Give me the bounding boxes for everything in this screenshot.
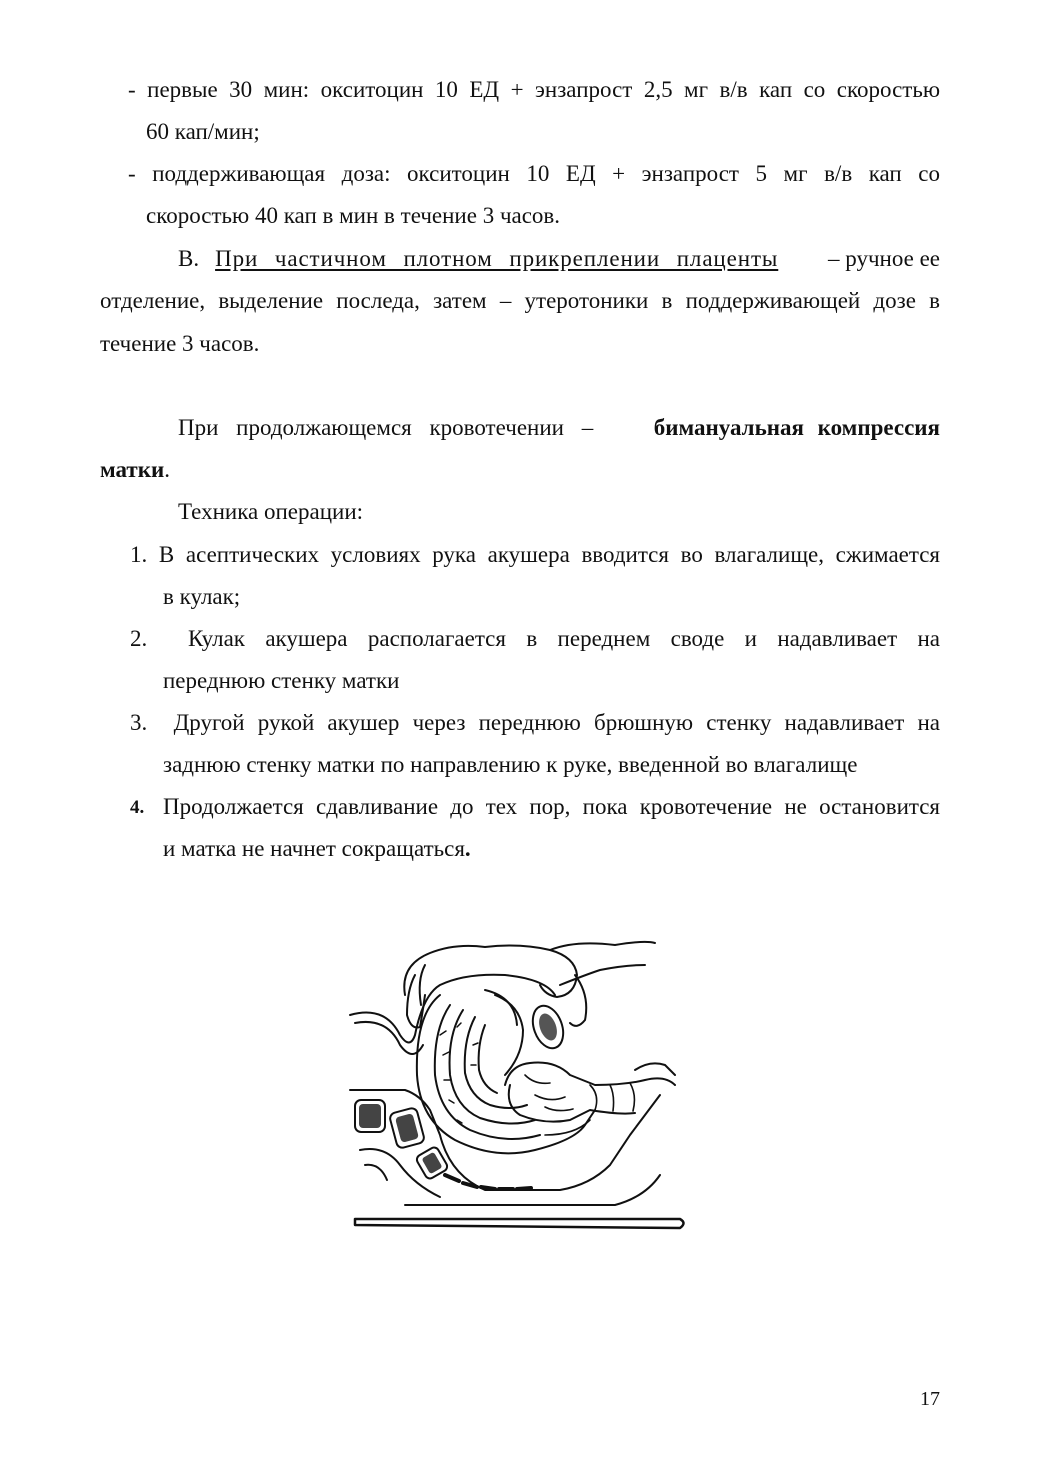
bimanual-compression-illustration xyxy=(345,935,690,1235)
section-b-letter: В. xyxy=(178,246,200,271)
dosage-maintenance-line1: - поддерживающая доза: окситоцин 10 ЕД + энзапрост 5 мг в/в кап со xyxy=(128,161,940,186)
technique-step-4: 4. Продолжается сдавливание до тех пор, пока кровотечение не остановится xyxy=(130,794,940,819)
dosage-maintenance-line2: скоростью 40 кап в мин в течение 3 часов. xyxy=(146,203,561,228)
bleeding-line2: матки. xyxy=(100,457,170,482)
technique-step-3: 3. Другой рукой акушер через переднюю брюшную стенку надавливает на xyxy=(130,710,941,735)
technique-title: Техника операции: xyxy=(178,499,364,524)
technique-step-2: 2. Кулак акушера располагается в переднем своде и надавливает на xyxy=(130,626,941,651)
technique-step-4-line2: и матка не начнет сокращаться. xyxy=(163,836,471,861)
section-b-line3: течение 3 часов. xyxy=(100,331,260,356)
bleeding-intro: При продолжающемся кровотечении – xyxy=(178,415,594,440)
page-number: 17 xyxy=(920,1388,940,1410)
technique-step-1-line2: в кулак; xyxy=(163,584,241,609)
bleeding-term-part1: бимануальная компрессия xyxy=(653,415,940,440)
bleeding-line1 xyxy=(178,414,940,442)
section-b-line2: отделение, выделение последа, затем – утеротоники в поддерживающей дозе в xyxy=(100,288,940,313)
section-b-line1 xyxy=(178,245,940,273)
technique-step-2-line2: переднюю стенку матки xyxy=(163,668,400,693)
section-b-line1-rest: – ручное ее xyxy=(828,246,940,271)
dosage-first-line2: 60 кап/мин; xyxy=(146,119,260,144)
section-b-heading: При частичном плотном прикреплении плаценты xyxy=(215,246,779,271)
dosage-first-line1: - первые 30 мин: окситоцин 10 ЕД + энзапрост 2,5 мг в/в кап со скоростью xyxy=(128,77,940,102)
technique-step-3-line2: заднюю стенку матки по направлению к руке, введенной во влагалище xyxy=(163,752,858,777)
bleeding-term-part2: матки xyxy=(100,457,165,482)
technique-step-1: 1. В асептических условиях рука акушера вводится во влагалище, сжимается xyxy=(130,542,940,567)
